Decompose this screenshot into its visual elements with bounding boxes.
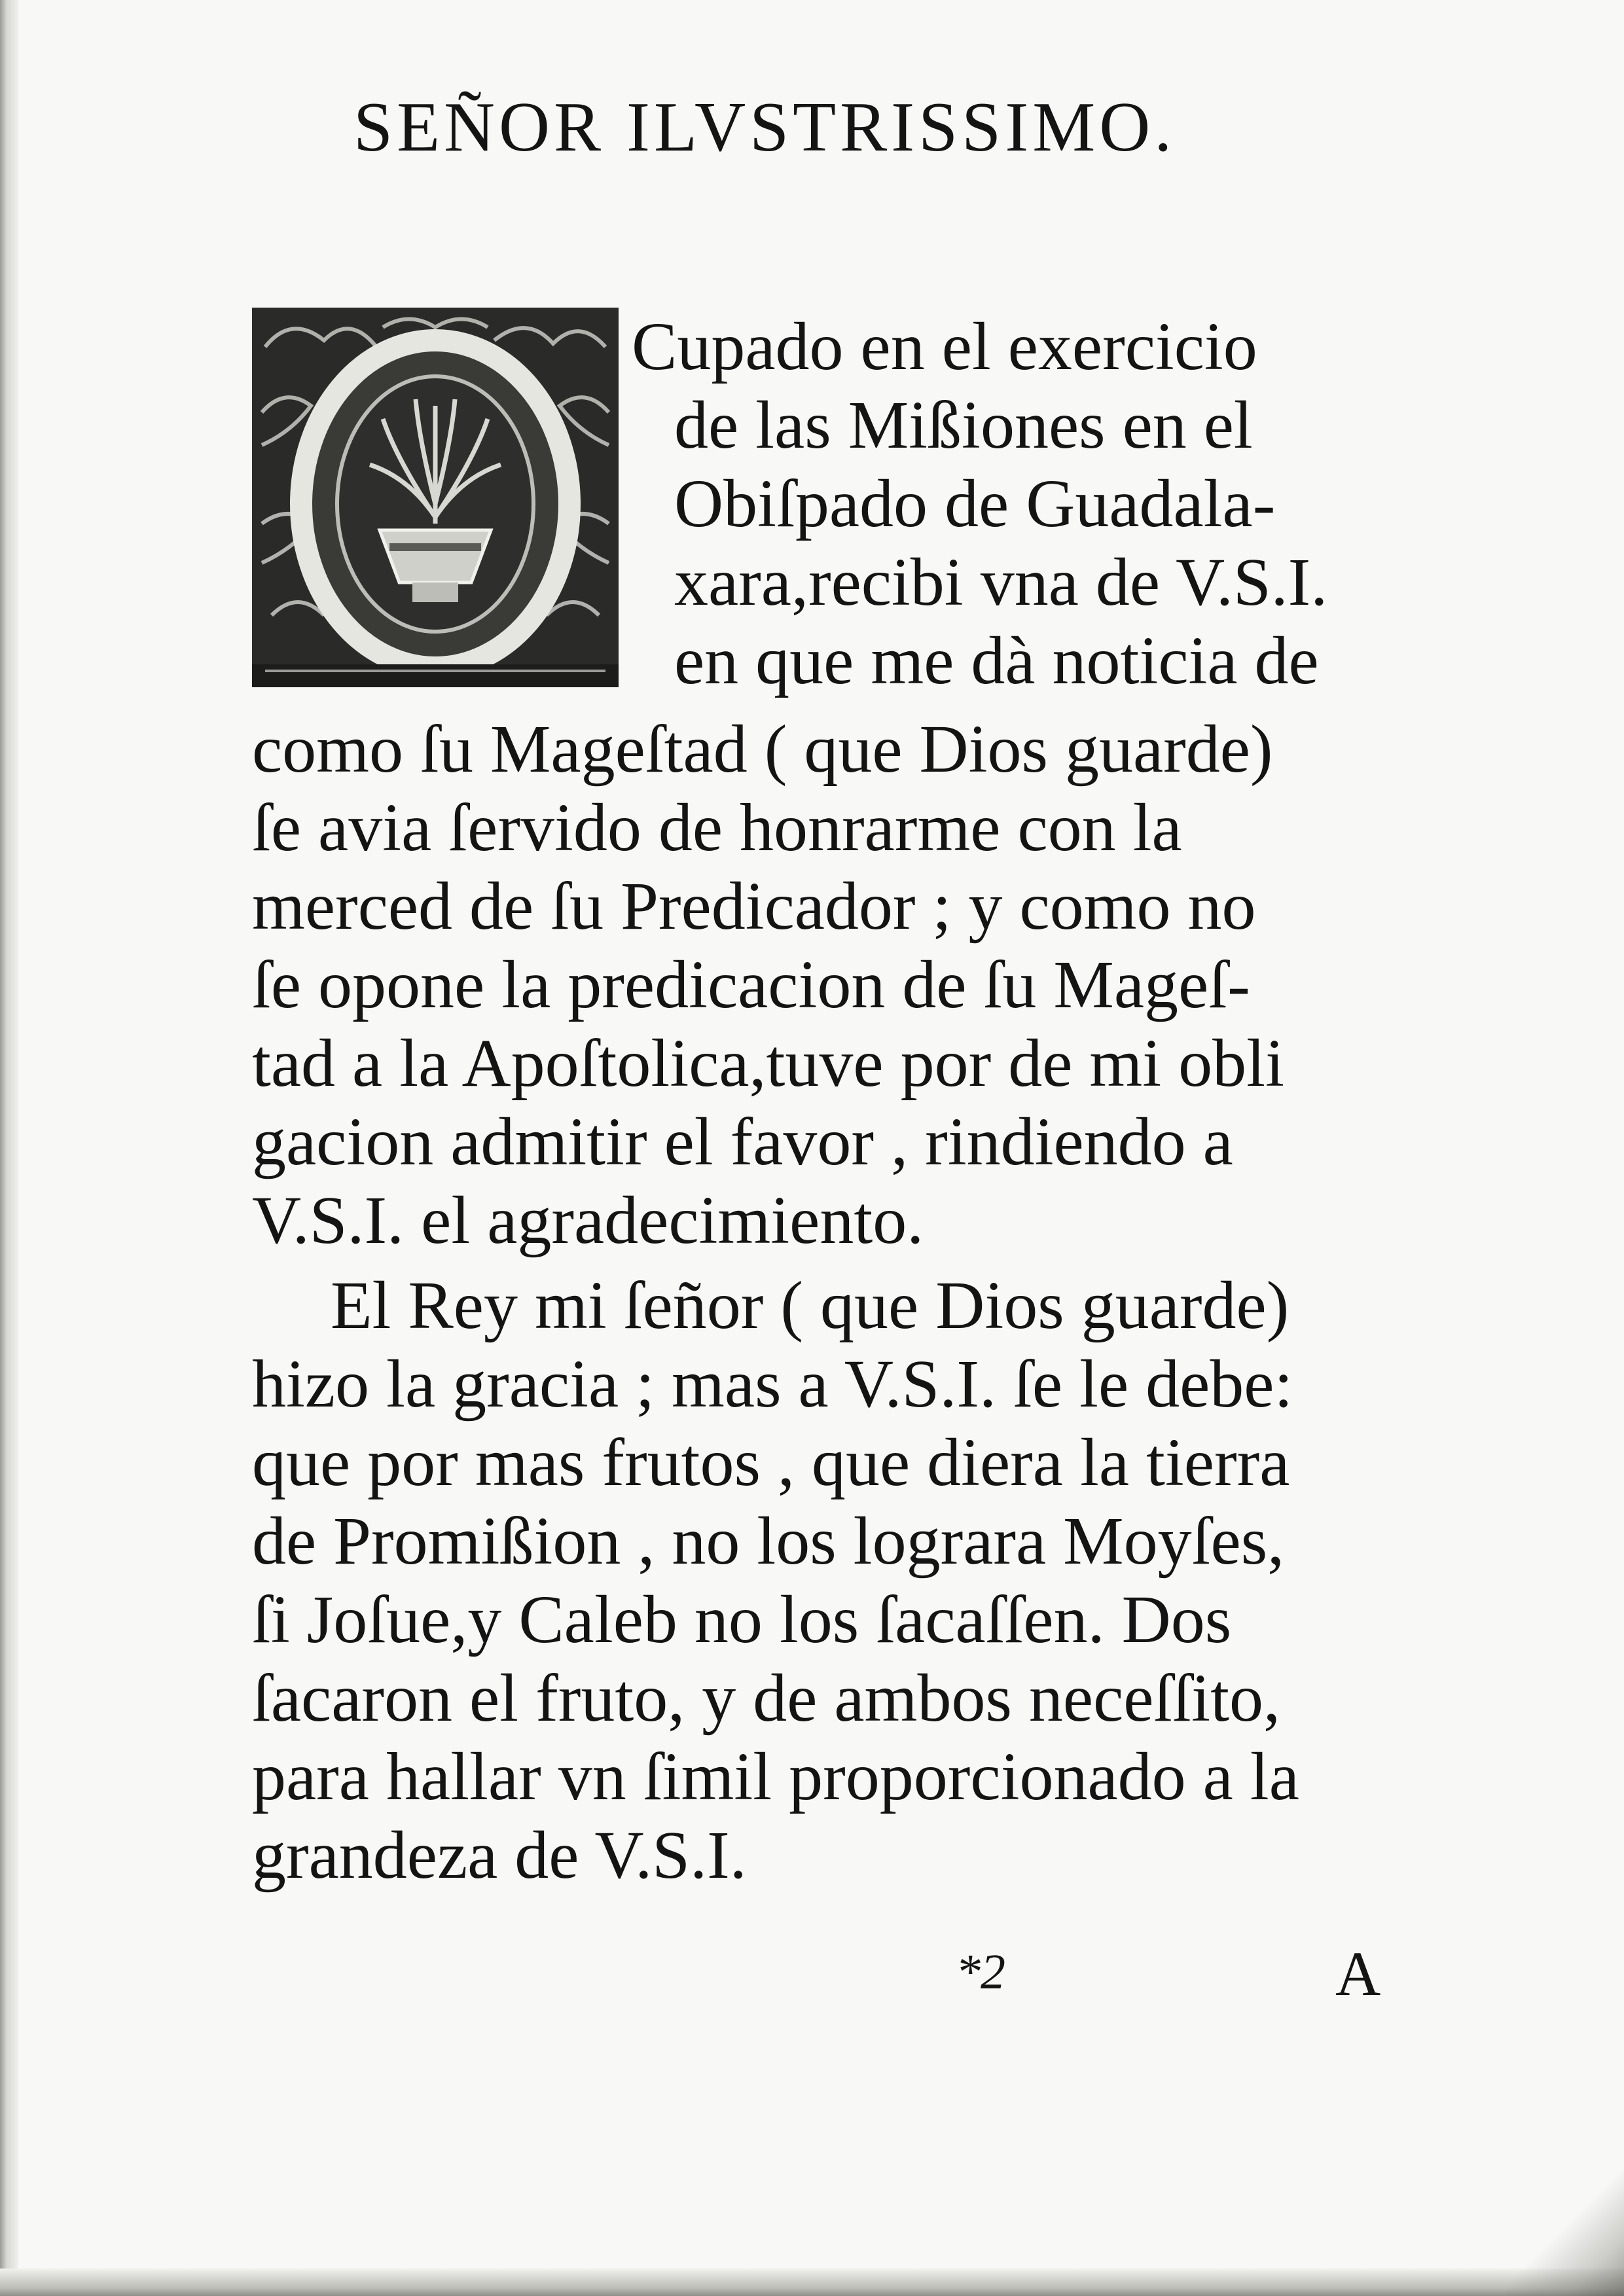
text-line: ſe opone la predicacion de ſu Mageſ-: [252, 947, 1250, 1022]
text-line: tad a la Apoſtolica,tuve por de mi obli: [252, 1026, 1284, 1101]
text-line: Cupado en el exercicio: [632, 309, 1257, 384]
text-line: xara,recibi vna de V.S.I.: [674, 545, 1328, 620]
ornamental-initial-icon: [252, 308, 619, 687]
text-line: El Rey mi ſeñor ( que Dios guarde): [331, 1268, 1290, 1343]
text-line: ſi Joſue,y Caleb no los ſacaſſen. Dos: [252, 1582, 1232, 1657]
text-line: para hallar vn ſimil proporcionado a la: [252, 1739, 1299, 1814]
signature-mark: *2: [956, 1945, 1005, 2000]
page-edge-bottom: [0, 2269, 1624, 2296]
text-line: gacion admitir el favor , rindiendo a: [252, 1104, 1233, 1179]
text-line: merced de ſu Predicador ; y como no: [252, 869, 1256, 944]
catchword: A: [1335, 1939, 1381, 2009]
text-line: V.S.I. el agradecimiento.: [252, 1183, 924, 1258]
corner-shadow: [1506, 2126, 1624, 2296]
text-line: de las Mißiones en el: [674, 387, 1253, 463]
text-line: que por mas frutos , que diera la tierra: [252, 1425, 1290, 1500]
page-edge-left: [0, 0, 18, 2296]
text-line: de Promißion , no los lograra Moyſes,: [252, 1503, 1285, 1579]
text-line: como ſu Mageſtad ( que Dios guarde): [252, 711, 1273, 787]
text-line: Obiſpado de Guadala-: [674, 466, 1276, 541]
page-heading: SEÑOR ILVSTRISSIMO.: [353, 88, 1176, 166]
text-line: en que me dà noticia de: [674, 623, 1319, 698]
text-line: grandeza de V.S.I.: [252, 1818, 747, 1893]
text-line: hizo la gracia ; mas a V.S.I. ſe le debe:: [252, 1346, 1293, 1422]
text-line: ſacaron el fruto, y de ambos neceſſito,: [252, 1660, 1280, 1736]
text-line: ſe avia ſervido de honrarme con la: [252, 790, 1182, 865]
